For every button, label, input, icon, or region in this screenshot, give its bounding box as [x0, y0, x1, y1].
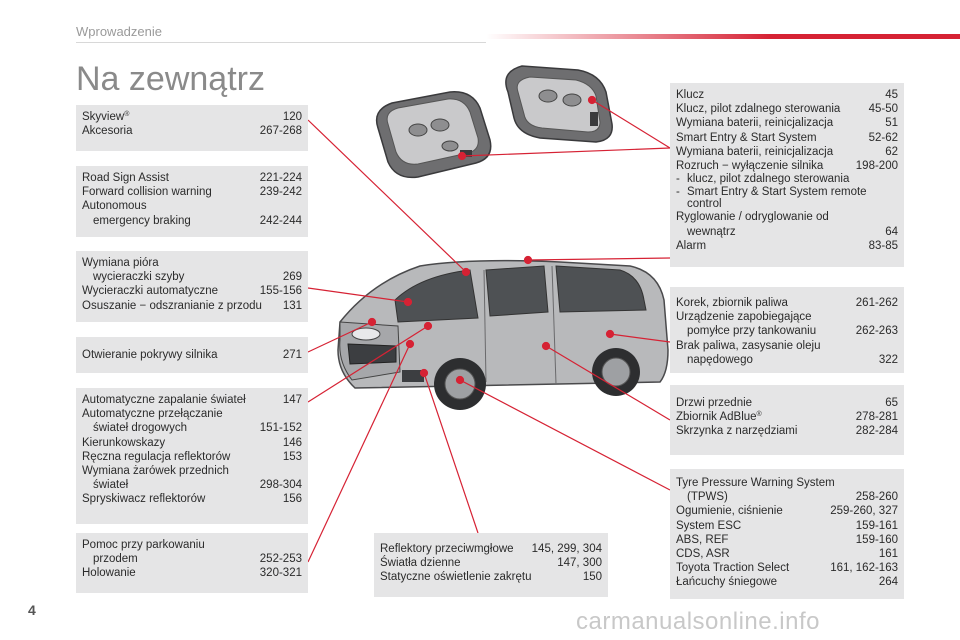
index-entry: [676, 116, 898, 130]
info-box-fog-lights: [374, 533, 608, 597]
entry-pages: 221-224: [259, 172, 302, 184]
entry-label: Skyview: [82, 111, 125, 123]
index-entry: [676, 296, 898, 310]
entry-pages: 120: [282, 111, 302, 123]
entry-pages: 239-242: [259, 186, 302, 199]
index-entry: [676, 561, 898, 575]
entry-label: wycieraczki szyby: [93, 271, 185, 284]
index-entry: [676, 424, 898, 438]
entry-label: Toyota Traction Select: [676, 562, 790, 575]
entry-pages: 320-321: [259, 567, 302, 580]
entry-label: Akcesoria: [82, 125, 133, 138]
entry-label: Smart Entry & Start System: [676, 131, 817, 144]
entry-label: przodem: [93, 553, 138, 566]
page-title: Na zewnątrz: [76, 60, 265, 98]
info-box-doors: [670, 385, 904, 455]
index-entry: [676, 239, 898, 253]
index-entry: [82, 492, 302, 506]
entry-pages: 147, 300: [557, 557, 602, 570]
index-entry: [82, 299, 302, 313]
entry-label: Ogumienie, ciśnienie: [676, 505, 783, 518]
entry-label: Wymiana baterii, reinicjalizacja: [676, 145, 834, 158]
index-entry: [676, 102, 898, 116]
index-entry: [82, 171, 302, 185]
entry-label: Forward collision warning: [82, 186, 212, 199]
entry-pages: 62: [885, 145, 898, 158]
index-entry: [676, 490, 898, 504]
info-box-bonnet: [76, 337, 308, 373]
registered-mark: ®: [124, 111, 130, 118]
entry-label: Spryskiwacz reflektorów: [82, 493, 206, 506]
index-entry: [380, 556, 602, 570]
entry-label: ABS, REF: [676, 533, 729, 546]
entry-pages: 65: [885, 397, 898, 409]
info-box-wipers: [76, 251, 308, 322]
entry-pages: 269: [282, 271, 302, 284]
entry-label: Urządzenie zapobiegające: [676, 311, 812, 324]
entry-pages: 271: [282, 349, 302, 361]
index-entry: [676, 533, 898, 547]
info-box-lighting: [76, 388, 308, 524]
entry-label: Pomoc przy parkowaniu: [82, 539, 205, 551]
entry-pages: 146: [282, 436, 302, 449]
page-number: 4: [28, 602, 36, 618]
info-box-skyview: [76, 105, 308, 151]
entry-label: emergency braking: [93, 214, 191, 227]
sub-entry-label: klucz, pilot zdalnego sterowania: [687, 173, 850, 186]
sub-entry-continuation: [676, 198, 898, 210]
entry-pages: 45-50: [868, 103, 898, 116]
index-entry: [82, 284, 302, 298]
entry-label: Skrzynka z narzędziami: [676, 425, 798, 438]
index-entry: [676, 547, 898, 561]
index-entry: [676, 324, 898, 338]
index-entry: [82, 478, 302, 492]
index-entry: [380, 542, 602, 556]
entry-pages: 159-160: [855, 533, 898, 546]
entry-pages: 83-85: [868, 239, 898, 252]
index-entry: [82, 270, 302, 284]
entry-label: Tyre Pressure Warning System: [676, 477, 835, 489]
index-entry: [82, 185, 302, 199]
entry-pages: 131: [282, 299, 302, 312]
index-entry: [676, 396, 898, 410]
index-entry: [676, 353, 898, 367]
entry-pages: 278-281: [855, 411, 898, 424]
index-entry: [82, 124, 302, 138]
entry-pages: 159-161: [855, 519, 898, 532]
entry-label: wewnątrz: [687, 225, 736, 238]
index-entry: [82, 450, 302, 464]
index-entry: [82, 393, 302, 407]
entry-label: Ryglowanie / odryglowanie od: [676, 211, 829, 224]
entry-label: Klucz: [676, 89, 705, 101]
entry-pages: 52-62: [868, 131, 898, 144]
entry-pages: 153: [282, 450, 302, 463]
info-box-tyres: [670, 469, 904, 599]
entry-label: napędowego: [687, 353, 753, 366]
index-entry: [82, 110, 302, 124]
sub-entry-label: Smart Entry & Start System remote: [687, 185, 867, 198]
entry-label: Road Sign Assist: [82, 172, 169, 184]
index-entry: [676, 519, 898, 533]
entry-pages: 259-260, 327: [830, 505, 898, 518]
entry-pages: 150: [582, 571, 602, 584]
index-entry: [676, 131, 898, 145]
index-entry: [676, 575, 898, 589]
entry-pages: 322: [878, 353, 898, 366]
index-entry: [82, 421, 302, 435]
index-entry: [82, 214, 302, 228]
entry-label: Rozruch − wyłączenie silnika: [676, 160, 824, 173]
entry-label: Reflektory przeciwmgłowe: [380, 543, 514, 555]
entry-pages: 262-263: [855, 325, 898, 338]
entry-label: pomyłce przy tankowaniu: [687, 325, 817, 338]
entry-label: Autonomous: [82, 200, 147, 213]
entry-pages: 155-156: [259, 285, 302, 298]
entry-pages: 45: [885, 89, 898, 101]
info-box-parking: [76, 533, 308, 593]
entry-label: Klucz, pilot zdalnego sterowania: [676, 103, 841, 116]
registered-mark: ®: [756, 411, 762, 419]
entry-pages: 147: [282, 394, 302, 406]
entry-label: Wymiana żarówek przednich: [82, 465, 229, 478]
entry-pages: 258-260: [855, 491, 898, 504]
entry-pages: 156: [282, 493, 302, 506]
info-box-fuel: [670, 287, 904, 373]
entry-label: świateł drogowych: [93, 422, 187, 435]
entry-pages: 198-200: [855, 160, 898, 173]
entry-pages: 282-284: [855, 425, 898, 438]
info-box-driving-assist: [76, 166, 308, 237]
sub-entry-label: control: [687, 198, 722, 211]
index-entry: [676, 145, 898, 159]
info-box-keys: [670, 83, 904, 267]
entry-pages: 252-253: [259, 553, 302, 566]
entry-pages: 264: [878, 576, 898, 589]
entry-label: świateł: [93, 479, 129, 492]
index-entry: [82, 566, 302, 580]
index-entry: [82, 348, 302, 362]
entry-label: Łańcuchy śniegowe: [676, 576, 778, 589]
entry-pages: 151-152: [259, 422, 302, 435]
entry-label: Kierunkowskazy: [82, 436, 166, 449]
sub-entry: - Smart Entry & Start System remote: [676, 185, 867, 198]
entry-label: Światła dzienne: [380, 557, 461, 570]
entry-label: Alarm: [676, 239, 707, 252]
index-entry: [82, 552, 302, 566]
index-entry: [676, 159, 898, 173]
entry-pages: 51: [885, 117, 898, 130]
key-fob-right-icon: [506, 66, 612, 142]
entry-label: Ręczna regulacja reflektorów: [82, 450, 231, 463]
entry-pages: 145, 299, 304: [531, 543, 602, 555]
section-header: Wprowadzenie: [76, 24, 162, 39]
entry-label: Brak paliwa, zasysanie oleju: [676, 339, 821, 352]
entry-pages: 267-268: [259, 125, 302, 138]
entry-pages: 161: [878, 548, 898, 561]
entry-label: System ESC: [676, 519, 742, 532]
entry-pages: 64: [885, 225, 898, 238]
index-entry: [676, 410, 898, 424]
watermark: carmanualsonline.info: [576, 608, 820, 635]
entry-label: Automatyczne zapalanie świateł: [82, 394, 246, 406]
entry-label: Statyczne oświetlenie zakrętu: [380, 571, 532, 584]
entry-label: Korek, zbiornik paliwa: [676, 297, 788, 309]
entry-pages: 161, 162-163: [830, 562, 898, 575]
entry-label: CDS, ASR: [676, 548, 730, 561]
entry-pages: 242-244: [259, 214, 302, 227]
entry-label: Zbiornik AdBlue: [676, 411, 757, 424]
index-entry: [676, 225, 898, 239]
entry-label: Wymiana baterii, reinicjalizacja: [676, 117, 834, 130]
entry-label: Otwieranie pokrywy silnika: [82, 349, 218, 361]
index-entry: [380, 570, 602, 584]
key-fob-left-icon: [377, 92, 491, 178]
entry-pages: 298-304: [259, 479, 302, 492]
entry-label: Automatyczne przełączanie: [82, 408, 223, 421]
index-entry: [676, 88, 898, 102]
entry-label: Wymiana pióra: [82, 257, 159, 269]
index-entry: [82, 436, 302, 450]
entry-label: Holowanie: [82, 567, 136, 580]
entry-label: Wycieraczki automatyczne: [82, 285, 219, 298]
sub-entry: - klucz, pilot zdalnego sterowania: [676, 173, 850, 186]
entry-label: Drzwi przednie: [676, 397, 753, 409]
entry-label: (TPWS): [687, 491, 728, 504]
entry-label: Osuszanie − odszranianie z przodu: [82, 299, 262, 312]
index-entry: [676, 504, 898, 518]
entry-pages: 261-262: [855, 297, 898, 309]
